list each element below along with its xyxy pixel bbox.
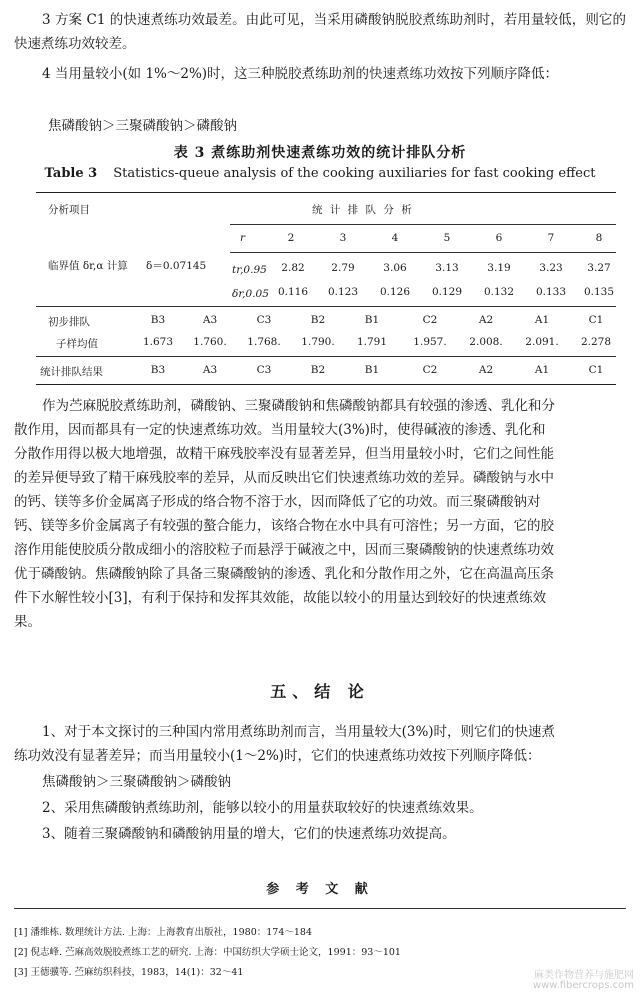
- sample-mean-value: 1.957.: [413, 336, 447, 348]
- stat-rank-result-value: A1: [534, 364, 550, 376]
- table-head-item: 分析项目: [48, 204, 90, 216]
- table-caption-cn: 表 3 煮练助剂快速煮练功效的统计排队分析: [173, 145, 467, 161]
- table-head-stats: 统 计 排 队 分 析: [312, 204, 414, 216]
- reference-item: [1] 潘维栋. 数理统计方法. 上海：上海教育出版社，1980：174～184: [14, 927, 312, 938]
- discussion-line: 的钙、镁等多价金属离子形成的络合物不溶于水，因而降低了它的功效。而三聚磷酸钠对: [14, 494, 541, 510]
- t-value: 3.13: [435, 262, 459, 274]
- r-row-label: r: [240, 232, 246, 244]
- sample-mean-label: 子样均值: [56, 338, 98, 350]
- watermark-cn: 麻类作物营养与施肥网: [534, 970, 634, 981]
- stat-rank-result-value: A3: [202, 364, 218, 376]
- d-value: 0.132: [483, 286, 515, 298]
- r-value: 3: [339, 232, 347, 244]
- sample-mean-value: 1.673: [142, 336, 174, 348]
- paragraph-low-dosage: 4 当用量较小(如 1%～2%)时，这三种脱胶煮练助剂的快速煮练功效按下列顺序降低：: [42, 66, 559, 82]
- discussion-line: 溶作用能使胶质分散成细小的溶胶粒子而悬浮于碱液之中，因而三聚磷酸钠的快速煮练功效: [14, 542, 554, 558]
- d-value: 0.126: [379, 286, 411, 298]
- order-formula-conclusion: 焦磷酸钠＞三聚磷酸钠＞磷酸钠: [42, 774, 231, 790]
- table-bottom-rule: [36, 384, 616, 385]
- t-row-label: tr,0.95: [232, 264, 267, 276]
- initial-rank-value: B2: [310, 314, 326, 326]
- reference-item: [2] 倪志峰. 苎麻高效脱胶煮练工艺的研究. 上海：中国纺织大学硕士论文，1991：93～101: [14, 947, 401, 958]
- stat-rank-result-value: A2: [478, 364, 494, 376]
- references-rule: [14, 908, 626, 909]
- stat-rank-result-value: B1: [364, 364, 380, 376]
- d-row-label: δr,0.05: [232, 288, 269, 300]
- sample-mean-value: 1.790.: [301, 336, 335, 348]
- sample-mean-value: 1.768.: [247, 336, 281, 348]
- stat-rank-result-value: B3: [150, 364, 166, 376]
- watermark-url: www.fibercrops.com: [532, 980, 634, 991]
- r-value: 7: [547, 232, 555, 244]
- conclusion-item-1: 1、对于本文探讨的三种国内常用煮练助剂而言，当用量较大(3%)时，则它们的快速煮: [42, 724, 556, 740]
- initial-rank-value: B1: [364, 314, 380, 326]
- discussion-line: 散作用，因而都具有一定的快速煮练功效。当用量较大(3%)时，使得碱液的渗透、乳化和: [14, 422, 546, 438]
- table-caption-en-text: Statistics-queue analysis of the cooking auxiliaries for fast cooking effect: [113, 166, 596, 181]
- sample-mean-value: 2.091.: [525, 336, 559, 348]
- sample-mean-value: 2.278: [580, 336, 612, 348]
- stat-rank-result-value: C1: [588, 364, 604, 376]
- sample-mean-value: 1.791: [356, 336, 388, 348]
- d-value: 0.116: [277, 286, 309, 298]
- discussion-line: 件下水解性较小[3]，有利于保持和发挥其效能，故能以较小的用量达到较好的快速煮练效: [14, 590, 547, 606]
- discussion-line: 分散作用得以极大地增强，故精干麻残胶率没有显著差异，但当用量较小时，它们之间性能: [14, 446, 554, 462]
- critical-value-label: 临界值 δr,α 计算: [48, 260, 128, 272]
- t-value: 2.79: [331, 262, 355, 274]
- discussion-line: 果。: [14, 614, 41, 630]
- initial-rank-value: A2: [478, 314, 494, 326]
- conclusion-item-1-cont: 练功效没有显著差异；而当用量较小(1～2%)时，它们的快速煮练功效按下列顺序降低：: [14, 748, 541, 764]
- paragraph-scheme-c1: 3 方案 C1 的快速煮练功效最差。由此可见，当采用磷酸钠脱胶煮练助剂时，若用量较低，则它的快速煮练功效较差。: [14, 12, 626, 52]
- t-value: 3.06: [383, 262, 407, 274]
- stat-rank-result-value: C3: [256, 364, 272, 376]
- table-caption-en-label: Table 3: [44, 166, 98, 181]
- r-value: 4: [391, 232, 399, 244]
- t-value: 3.27: [587, 262, 611, 274]
- d-value: 0.135: [583, 286, 615, 298]
- d-value: 0.133: [535, 286, 567, 298]
- initial-rank-label: 初步排队: [48, 316, 90, 328]
- table-top-rule: [36, 192, 616, 193]
- r-value: 2: [287, 232, 295, 244]
- discussion-line: 的差异便导致了精干麻残胶率的差异，从而反映出它们快速煮练功效的差异。磷酸钠与水中: [14, 470, 554, 486]
- conclusion-item-3: 3、随着三聚磷酸钠和磷酸钠用量的增大，它们的快速煮练功效提高。: [42, 826, 456, 842]
- r-value: 8: [595, 232, 603, 244]
- initial-rank-value: A3: [202, 314, 218, 326]
- initial-rank-value: B3: [150, 314, 166, 326]
- initial-rank-value: C1: [588, 314, 604, 326]
- discussion-line: 优于磷酸钠。焦磷酸钠除了具备三聚磷酸钠的渗透、乳化和分散作用之外，它在高温高压条: [14, 566, 554, 582]
- discussion-line: 作为苎麻脱胶煮练助剂，磷酸钠、三聚磷酸钠和焦磷酸钠都具有较强的渗透、乳化和分: [42, 398, 555, 414]
- t-value: 2.82: [281, 262, 305, 274]
- stat-rank-result-value: C2: [422, 364, 438, 376]
- initial-rank-value: C3: [256, 314, 272, 326]
- t-value: 3.19: [487, 262, 511, 274]
- references-heading: 参 考 文 献: [266, 882, 374, 897]
- initial-rank-value: A1: [534, 314, 550, 326]
- sample-mean-value: 1.760.: [193, 336, 227, 348]
- reference-item: [3] 王德骥等. 苎麻纺织科技，1983，14(1)：32～41: [14, 967, 244, 978]
- d-value: 0.129: [431, 286, 463, 298]
- d-value: 0.123: [327, 286, 359, 298]
- t-value: 3.23: [539, 262, 563, 274]
- initial-rank-value: C2: [422, 314, 438, 326]
- conclusion-item-2: 2、采用焦磷酸钠煮练助剂，能够以较小的用量获取较好的快速煮练效果。: [42, 800, 483, 816]
- stat-rank-result-value: B2: [310, 364, 326, 376]
- sample-mean-value: 2.008.: [469, 336, 503, 348]
- stat-rank-result-label: 统计排队结果: [40, 366, 103, 378]
- r-value: 5: [443, 232, 451, 244]
- delta-value: δ＝0.07145: [146, 260, 207, 272]
- table-result-rule: [36, 356, 616, 357]
- discussion-line: 钙、镁等多价金属离子有较强的螯合能力，该络合物在水中具有可溶性；另一方面，它的胶: [14, 518, 554, 534]
- order-formula-top: 焦磷酸钠＞三聚磷酸钠＞磷酸钠: [48, 118, 237, 134]
- table-mid-rule: [36, 306, 616, 307]
- r-value: 6: [495, 232, 503, 244]
- conclusion-heading: 五、结 论: [270, 682, 370, 701]
- table-r-rule: [230, 252, 616, 253]
- table-sub-rule: [230, 224, 616, 225]
- table-caption-en: [0, 166, 640, 181]
